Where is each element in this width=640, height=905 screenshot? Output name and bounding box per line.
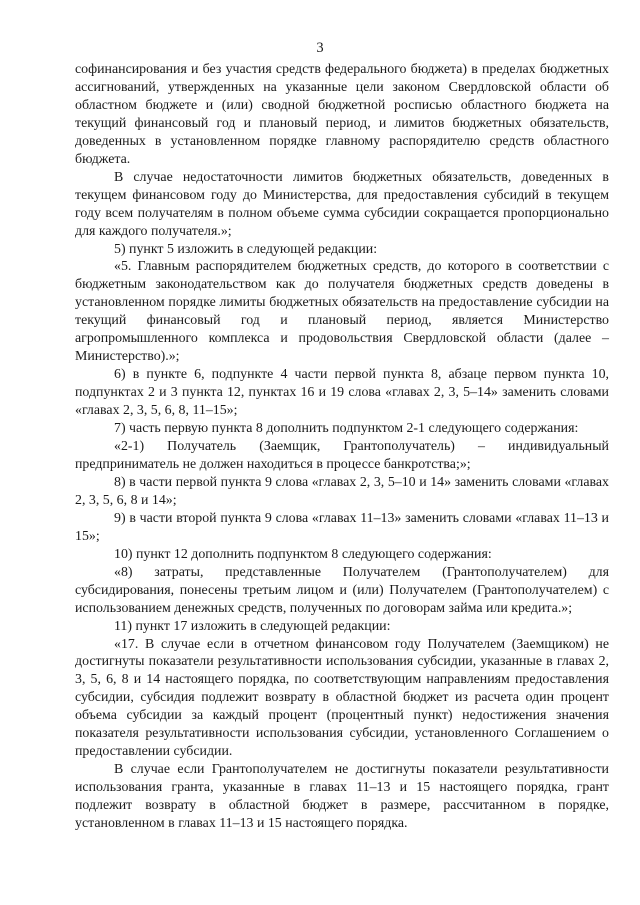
paragraph: В случае если Грантополучателем не достигнуты показатели результативности использования гранта, указанные в главах 11–13 и 15 настоящего порядка, грант подлежит возврату в областной бюджет в размере, рассчитанном в порядке, установленном в главах 11–13 и 15 настоящего порядка. — [75, 762, 609, 832]
paragraph: 6) в пункте 6, подпункте 4 части первой пункта 8, абзаце первом пункта 10, подпунктах 2 и 3 пункта 12, пунктах 16 и 19 слова «главах 2, 3, 5–14» заменить словами «главах 2, 3, 5, 6, 8, 11–15»; — [75, 367, 609, 419]
paragraph: 11) пункт 17 изложить в следующей редакции: — [114, 618, 391, 634]
paragraph: «5. Главным распорядителем бюджетных средств, до которого в соответствии с бюджетным законодательством как до получателя бюджетных средств доведены в установленном порядке лимиты бюджетных обязательств на предоставление субсидии на текущий финансовый год и плановый период, является Министерство агропромышленного комплекса и продовольствия Свердловской области (далее – Министерство).»; — [75, 259, 609, 365]
paragraph: «17. В случае если в отчетном финансовом году Получателем (Заемщиком) не достигнуты показатели результативности использования субсидии, указанные в главах 2, 3, 5, 6, 8 и 14 настоящего порядка, по соответствующим направлениям предоставления субсидии, субсидия подлежит возврату в областной бюджет из расчета один процент объема субсидии за каждый процент (процентный пункт) недостижения значения показателя результативности использования субсидии, установленного Соглашением о предоставлении субсидии. — [75, 636, 609, 760]
page-number: 3 — [316, 40, 324, 56]
paragraph: 9) в части второй пункта 9 слова «главах 11–13» заменить словами «главах 11–13 и 15»; — [75, 510, 609, 544]
document-body — [75, 61, 609, 833]
paragraph: 5) пункт 5 изложить в следующей редакции: — [114, 241, 378, 257]
paragraph: «8) затраты, представленные Получателем (Грантополучателем) для субсидирования, понесены третьим лицом и (или) Получателем (Грантополучателем) с использованием денежных средств, полученных по договорам займа или кредита.»; — [75, 564, 609, 616]
paragraph: 10) пункт 12 дополнить подпунктом 8 следующего содержания: — [114, 546, 492, 562]
paragraph: В случае недостаточности лимитов бюджетных обязательств, доведенных в текущем финансовом году до Министерства, для предоставления субсидий в текущем году всем получателям в полном объеме сумма субсидии сокращается пропорционально для каждого получателя.»; — [75, 169, 609, 239]
paragraph: 7) часть первую пункта 8 дополнить подпунктом 2-1 следующего содержания: — [114, 421, 579, 437]
paragraph: «2-1) Получатель (Заемщик, Грантополучатель) – индивидуальный предприниматель не должен находиться в процессе банкротства;»; — [75, 439, 609, 472]
paragraph: 8) в части первой пункта 9 слова «главах 2, 3, 5–10 и 14» заменить словами «главах 2, 3, 5, 6, 8 и 14»; — [75, 474, 609, 508]
paragraph: софинансирования и без участия средств федерального бюджета) в пределах бюджетных ассигнований, утвержденных на указанные цели законом Свердловской области об областном бюджете и (или) сводной бюджетной росписью областного бюджета на текущий финансовый год и плановый период, и лимитов бюджетных обязательств, доведенных в установленном порядке главному распорядителю средств областного бюджета. — [75, 62, 609, 167]
